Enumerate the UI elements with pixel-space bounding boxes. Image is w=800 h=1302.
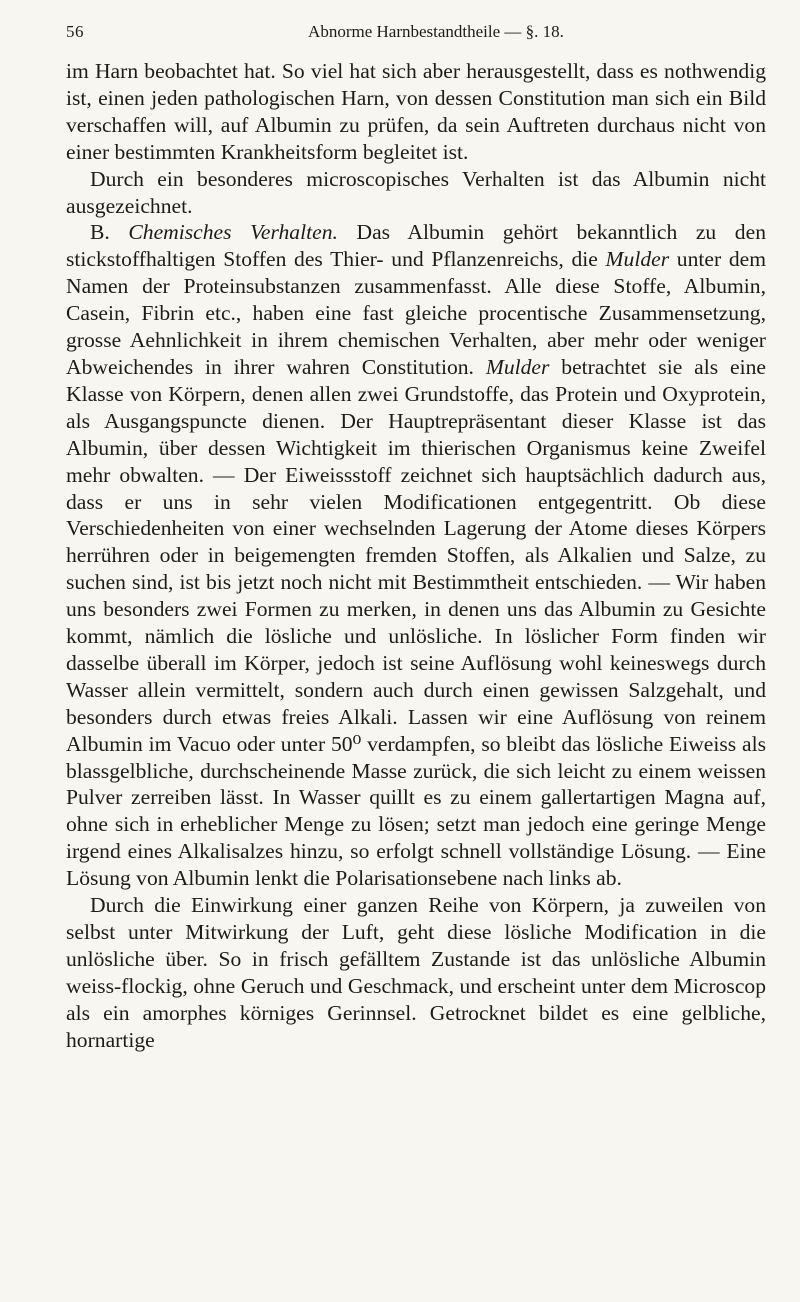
italic-text: Chemisches Verhalten. [128, 220, 338, 245]
text-segment: betrachtet sie als eine Klasse von Körpern, denen allen zwei Grundstoffe, das Protein und Oxyprotein, als Ausgangspuncte dienen. Der Hauptrepräsentant dieser Klasse ist das Albumin, über dessen Wichtigkeit im thierischen Organismus keine Zweifel mehr obwalten. — Der Eiweissstoff zeichnet sich hauptsächlich dadurch aus, dass er uns in sehr vielen Modificationen entgegentritt. Ob diese Verschiedenheiten von einer wechselnden Lagerung der Atome dieses Körpers herrühren oder in beigemengten fremden Stoffen, als Alkalien und Salze, zu suchen sind, ist bis jetzt noch nicht mit Bestimmtheit entschieden. — Wir haben uns besonders zwei Formen zu merken, in denen uns das Albumin zu Gesichte kommt, nämlich die lösliche und unlösliche. In löslicher Form finden wir dasselbe überall im Körper, jedoch ist seine Auflösung wohl keineswegs durch Wasser allein vermittelt, sondern auch durch einen gewissen Salzgehalt, und besonders durch etwas freies Alkali. Lassen wir eine Auflösung von reinem Albumin im Vacuo oder unter 50⁰ verdampfen, so bleibt das lösliche Eiweiss als blassgelbliche, durchscheinende Masse zurück, die sich leicht zu einem weissen Pulver zerreiben lässt. In Wasser quillt es zu einem gallertartigen Magna auf, ohne sich in erheblicher Menge zu lösen; setzt man jedoch eine geringe Menge irgend eines Alkalisalzes hinzu, so erfolgt schnell vollständige Lösung. — Eine Lösung von Albumin lenkt die Polarisationsebene nach links ab. [66, 354, 766, 891]
paragraph [66, 219, 766, 892]
paragraph [66, 166, 766, 220]
text-segment: unter dem Namen der Proteinsubstanzen zusammenfasst. Alle diese Stoffe, Albumin, Casein, Fibrin etc., haben eine fast gleiche procentische Zusammensetzung, grosse Aehnlichkeit in ihrem chemischen Verhalten, aber mehr oder weniger Abweichendes in ihrer wahren Constitution. [66, 247, 766, 379]
paragraph [66, 58, 766, 166]
body-text [66, 58, 766, 1054]
italic-text: Mulder [605, 247, 670, 272]
text-segment: Durch ein besonderes microscopisches Verhalten ist das Albumin nicht ausgezeichnet. [66, 166, 766, 218]
running-head: Abnorme Harnbestandtheile — §. 18. [308, 22, 564, 41]
page-number: 56 [66, 22, 84, 41]
book-page [66, 22, 766, 1054]
text-segment: Das Albumin gehört bekanntlich zu den stickstoffhaltigen Stoffen des Thier- und Pflanzenreichs, die [66, 220, 766, 272]
page-header [66, 22, 766, 52]
text-segment: im Harn beobachtet hat. So viel hat sich aber herausgestellt, dass es nothwendig ist, einen jeden pathologischen Harn, von dessen Constitution man sich ein Bild verschaffen will, auf Albumin zu prüfen, da sein Auftreten durchaus nicht von einer bestimmten Krankheitsform begleitet ist. [66, 59, 766, 164]
text-segment: Durch die Einwirkung einer ganzen Reihe von Körpern, ja zuweilen von selbst unter Mitwirkung der Luft, geht diese lösliche Modification in die unlösliche über. So in frisch gefälltem Zustande ist das unlösliche Albumin weiss-flockig, ohne Geruch und Geschmack, und erscheint unter dem Microscop als ein amorphes körniges Gerinnsel. Getrocknet bildet es eine gelbliche, hornartige [66, 893, 766, 1052]
paragraph [66, 892, 766, 1053]
italic-text: Mulder [485, 354, 550, 379]
text-segment: B. [90, 220, 129, 245]
